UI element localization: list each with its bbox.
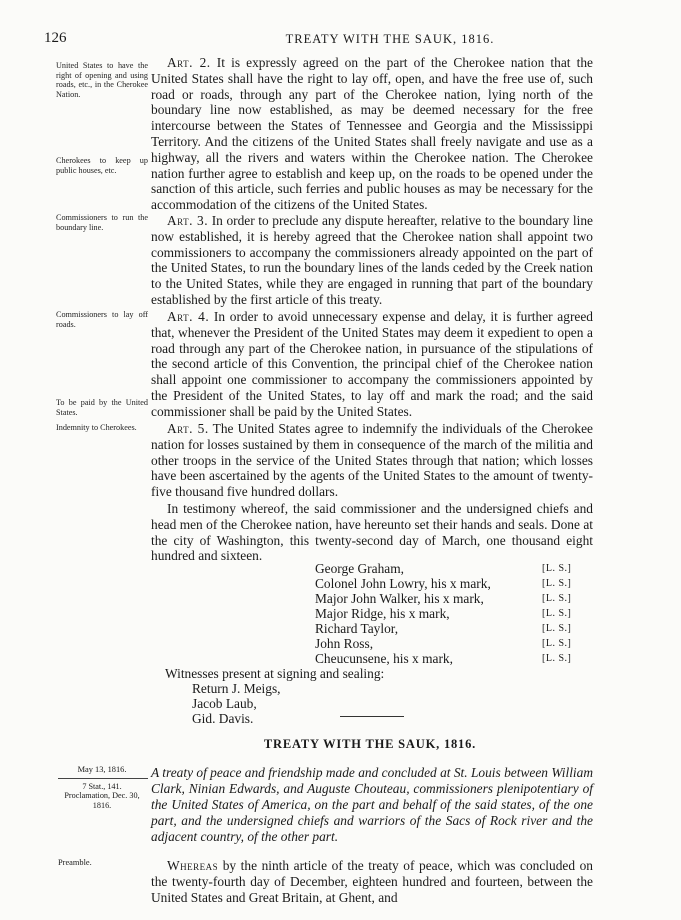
article-text: In order to preclude any dispute hereafter, relative to the boundary line now established, it is hereby agreed that the Cherokee nation shall appoint two commissioners to accompany the commissioners already appointed on the part of the United States, to run the boundary lines of the lands ceded by the Creek nation to the United States, while they are engaged in running that part of the boundary established by the first article of this treaty. xyxy=(151,213,593,307)
treaty-intro: A treaty of peace and friendship made and concluded at St. Louis between William Clark, Ninian Edwards, and Auguste Chouteau, commissioners plenipotentiary of the United States of America, on the part and behalf of the said states, of the one part, and the undersigned chiefs and warriors of the Sacs of Rock river and the adjacent country, of the other part. xyxy=(151,765,593,844)
signatory-name: Richard Taylor, xyxy=(315,621,399,636)
preamble-lead: Whereas xyxy=(167,858,219,873)
witness-name: Jacob Laub, xyxy=(192,696,257,711)
article-label: Art. 5. xyxy=(167,421,209,436)
testimony-clause: In testimony whereof, the said commissioner and the undersigned chiefs and head men of the Cherokee nation, have hereunto set their hands and seals. Done at the city of Washington, this twenty-second day of March, one thousand eight hundred and sixteen. xyxy=(151,501,593,564)
margin-note-preamble: Preamble. xyxy=(58,858,92,867)
seal-mark: [L. S.] xyxy=(542,653,572,664)
statute-citation: 7 Stat., 141. xyxy=(82,782,122,791)
margin-note-roads: United States to have the right of opening and using roads, etc., in the Cherokee Nation. xyxy=(56,61,148,99)
article-5 xyxy=(151,421,593,500)
date-divider xyxy=(58,778,148,779)
seal-mark: [L. S.] xyxy=(542,578,572,589)
proclamation-date: Proclamation, Dec. 30, 1816. xyxy=(64,791,140,810)
margin-note-lay-off-roads: Commissioners to lay off roads. xyxy=(56,310,148,329)
treaty-title: TREATY WITH THE SAUK, 1816. xyxy=(263,737,477,751)
statute-note xyxy=(56,782,148,810)
seal-mark: [L. S.] xyxy=(542,638,572,649)
section-divider xyxy=(340,716,404,717)
witness-name: Gid. Davis. xyxy=(192,711,254,726)
margin-note-boundary: Commissioners to run the boundary line. xyxy=(56,213,148,232)
signatory-name: Colonel John Lowry, his x mark, xyxy=(315,576,491,591)
article-2 xyxy=(151,55,593,213)
article-label: Art. 3. xyxy=(167,213,209,228)
article-label: Art. 4. xyxy=(167,309,210,324)
treaty-date: May 13, 1816. xyxy=(77,765,127,774)
witness-name: Return J. Meigs, xyxy=(192,681,281,696)
article-text: It is expressly agreed on the part of the Cherokee nation that the United States shall have the right to lay off, open, and have the free use of, such road or roads, through any part of the Cherokee nation, lying north of the boundary line now established, as may be deemed necessary for the free intercourse between the States of Tennessee and Georgia and the Mississippi Territory. And the citizens of the United States shall freely navigate and use as a highway, all the rivers and waters within the Cherokee nation. The Cherokee nation further agree to establish and keep up, on the roads to be opened under the sanction of this article, such ferries and public houses as may be necessary for the accommodation of the citizens of the United States. xyxy=(151,55,593,213)
signatory-name: Cheucunsene, his x mark, xyxy=(315,651,453,666)
article-text: In order to avoid unnecessary expense and delay, it is further agreed that, whenever the President of the United States may deem it expedient to open a road through any part of the Cherokee nation, in pursuance of the stipulations of the second article of this Convention, the principal chief of the Cherokee nation shall appoint one commissioner to accompany the commissioners appointed by the President of the United States, to lay off and mark the road; and the said commissioner shall be paid by the United States. xyxy=(151,309,593,419)
article-label: Art. 2. xyxy=(167,55,211,70)
witnesses-heading: Witnesses present at signing and sealing: xyxy=(165,666,385,681)
preamble-text: by the ninth article of the treaty of peace, which was concluded on the twenty-fourth day of December, eighteen hundred and fourteen, between the United States and Great Britain, at Ghent, and xyxy=(151,858,593,905)
seal-mark: [L. S.] xyxy=(542,623,572,634)
article-text: The United States agree to indemnify the individuals of the Cherokee nation for losses sustained by them in consequence of the march of the militia and other troops in the service of the United States through that nation; which losses have been ascertained by the agents of the United States to the amount of twenty-five thousand five hundred dollars. xyxy=(151,421,593,500)
signatory-name: Major John Walker, his x mark, xyxy=(315,591,484,606)
running-title: TREATY WITH THE SAUK, 1816. xyxy=(285,32,495,46)
article-3 xyxy=(151,213,593,308)
page-number: 126 xyxy=(44,30,67,46)
article-4 xyxy=(151,309,593,420)
seal-mark: [L. S.] xyxy=(542,593,572,604)
signatory-name: George Graham, xyxy=(315,561,404,576)
margin-note-public-houses: Cherokees to keep up public houses, etc. xyxy=(56,156,148,175)
preamble xyxy=(151,858,593,905)
seal-mark: [L. S.] xyxy=(542,563,572,574)
margin-note-paid: To be paid by the United States. xyxy=(56,398,148,417)
signatory-name: Major Ridge, his x mark, xyxy=(315,606,450,621)
signatory-name: John Ross, xyxy=(315,636,374,651)
seal-mark: [L. S.] xyxy=(542,608,572,619)
margin-note-indemnity: Indemnity to Cherokees. xyxy=(56,423,137,432)
